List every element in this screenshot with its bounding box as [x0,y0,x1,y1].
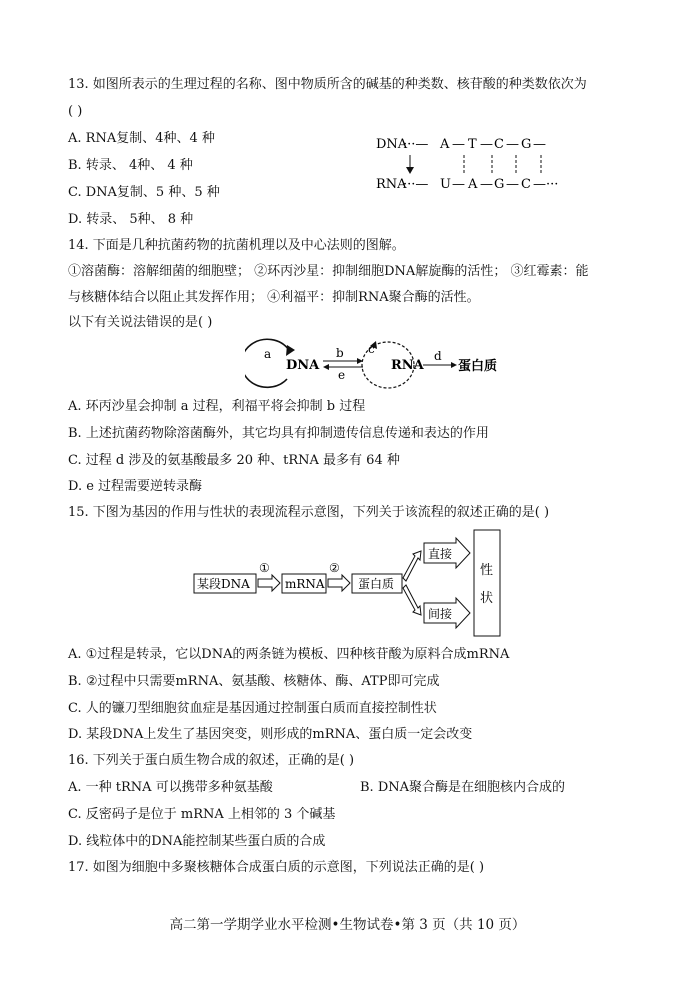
q14-option-b: B. 上述抗菌药物除溶菌酶外，其它均具有抑制遗传信息传递和表达的作用 [68,426,489,441]
q15-step2-arrow [328,575,350,591]
q14-option-a: A. 环丙沙星会抑制 a 过程，利福平将会抑制 b 过程 [68,399,366,414]
q14-option-d: D. e 过程需要逆转录酶 [68,479,203,494]
q14-dna-node: DNA [286,358,320,373]
q14-option-c: C. 过程 d 涉及的氨基酸最多 20 种、tRNA 最多有 64 种 [68,453,400,468]
q15-trait-char-2: 状 [480,591,494,606]
page-footer: 高二第一学期学业水平检测•生物试卷•第 3 页（共 10 页） [169,917,526,933]
q13-dna-dots: ···— [403,137,429,152]
q14-replication-arrowhead [286,345,295,356]
q15-stem: 15. 下图为基因的作用与性状的表现流程示意图，下列关于该流程的叙述正确的是( ) [68,505,550,520]
q13-dna-end: — [533,137,546,152]
q13-option-d: D. 转录、 5种、 8 种 [68,212,194,227]
q13-arrow-head [406,167,414,174]
q13-dna-base-3: C [494,137,504,152]
q14-translation-arrowhead [451,362,457,368]
q13-option-b: B. 转录、 4种、 4 种 [68,158,193,173]
q14-label-d: d [434,349,442,363]
q13-rna-end: —··· [533,177,559,192]
q14-stem-line1: 14. 下面是几种抗菌药物的抗菌机理以及中心法则的图解。 [68,238,405,253]
q13-dna-base-1: A [440,137,450,152]
q15-lower-branch-arrow [403,585,421,615]
q13-rna-dots: ···— [403,177,429,192]
q14-stem-line2: ①溶菌酶：溶解细菌的细胞壁； ②环丙沙星：抑制细胞DNA解旋酶的活性； ③红霉素：能 [68,264,589,279]
q13-rna-dash-1: — [452,177,465,192]
q13-transcription-diagram [370,128,570,198]
q14-label-b: b [336,346,344,360]
q16-option-a: A. 一种 tRNA 可以携带多种氨基酸 [68,780,273,795]
q13-rna-base-1: U [440,177,451,192]
q13-dna-label: DNA [376,137,408,152]
q14-label-e: e [338,368,346,382]
q13-rna-dash-3: — [506,177,519,192]
q13-dna-dash-3: — [506,137,519,152]
q14-stem-line3: 与核糖体结合以阻止其发挥作用； ④利福平：抑制RNA聚合酶的活性。 [68,290,480,305]
q14-label-c: c [368,342,375,356]
q14-stem-line4: 以下有关说法错误的是( ) [68,315,213,330]
q13-rna-label: RNA [376,177,407,192]
q15-option-c: C. 人的镰刀型细胞贫血症是基因通过控制蛋白质而直接控制性状 [68,701,437,716]
q15-trait-box [474,530,500,636]
q13-rna-base-3: G [494,177,505,192]
q15-option-d: D. 某段DNA上发生了基因突变，则形成的mRNA、蛋白质一定会改变 [68,727,473,742]
q13-dna-base-2: T [468,137,477,152]
q13-stem-line1: 13. 如图所表示的生理过程的名称、图中物质所含的碱基的种类数、核苷酸的种类数依次为 [68,77,587,92]
q16-option-d: D. 线粒体中的DNA能控制某些蛋白质的合成 [68,834,326,849]
q13-rna-base-4: C [521,177,531,192]
q15-trait-char-1: 性 [480,563,494,578]
q13-option-a: A. RNA复制、4种、4 种 [68,131,215,146]
q13-dna-base-4: G [521,137,532,152]
q13-dna-dash-1: — [452,137,465,152]
q14-rna-node: RNA [391,358,424,373]
q13-option-c: C. DNA复制、5 种、5 种 [68,185,220,200]
q15-direct-label: 直接 [428,547,453,561]
q13-rna-dash-2: — [480,177,493,192]
q15-option-b: B. ②过程中只需要mRNA、氨基酸、核糖体、酶、ATP即可完成 [68,674,440,689]
q14-reverse-transcription-arrowhead [323,364,329,370]
q17-stem: 17. 如图为细胞中多聚核糖体合成蛋白质的示意图，下列说法正确的是( ) [68,860,485,875]
q16-option-b: B. DNA聚合酶是在细胞核内合成的 [360,780,566,795]
q15-option-a: A. ①过程是转录，它以DNA的两条链为模板、四种核苷酸为原料合成mRNA [68,647,510,662]
q14-central-dogma-diagram [245,336,515,394]
q13-stem-line2: ( ) [68,104,83,119]
q15-step1-arrow [258,575,280,591]
q15-mrna-label: mRNA [285,577,325,591]
q15-indirect-label: 间接 [428,607,453,621]
q16-option-c: C. 反密码子是位于 mRNA 上相邻的 3 个碱基 [68,807,336,822]
q15-gene-expression-diagram [188,526,508,640]
q15-protein-label: 蛋白质 [358,577,395,591]
q15-dna-label: 某段DNA [197,577,250,591]
q14-label-a: a [264,347,272,361]
q14-protein-node: 蛋白质 [458,359,498,374]
q15-step1-label: ① [259,561,270,575]
q16-stem: 16. 下列关于蛋白质生物合成的叙述，正确的是( ) [68,753,355,768]
q13-dna-dash-2: — [480,137,493,152]
q15-upper-branch-arrow [403,551,421,581]
q13-rna-base-2: A [468,177,478,192]
q15-step2-label: ② [329,561,340,575]
